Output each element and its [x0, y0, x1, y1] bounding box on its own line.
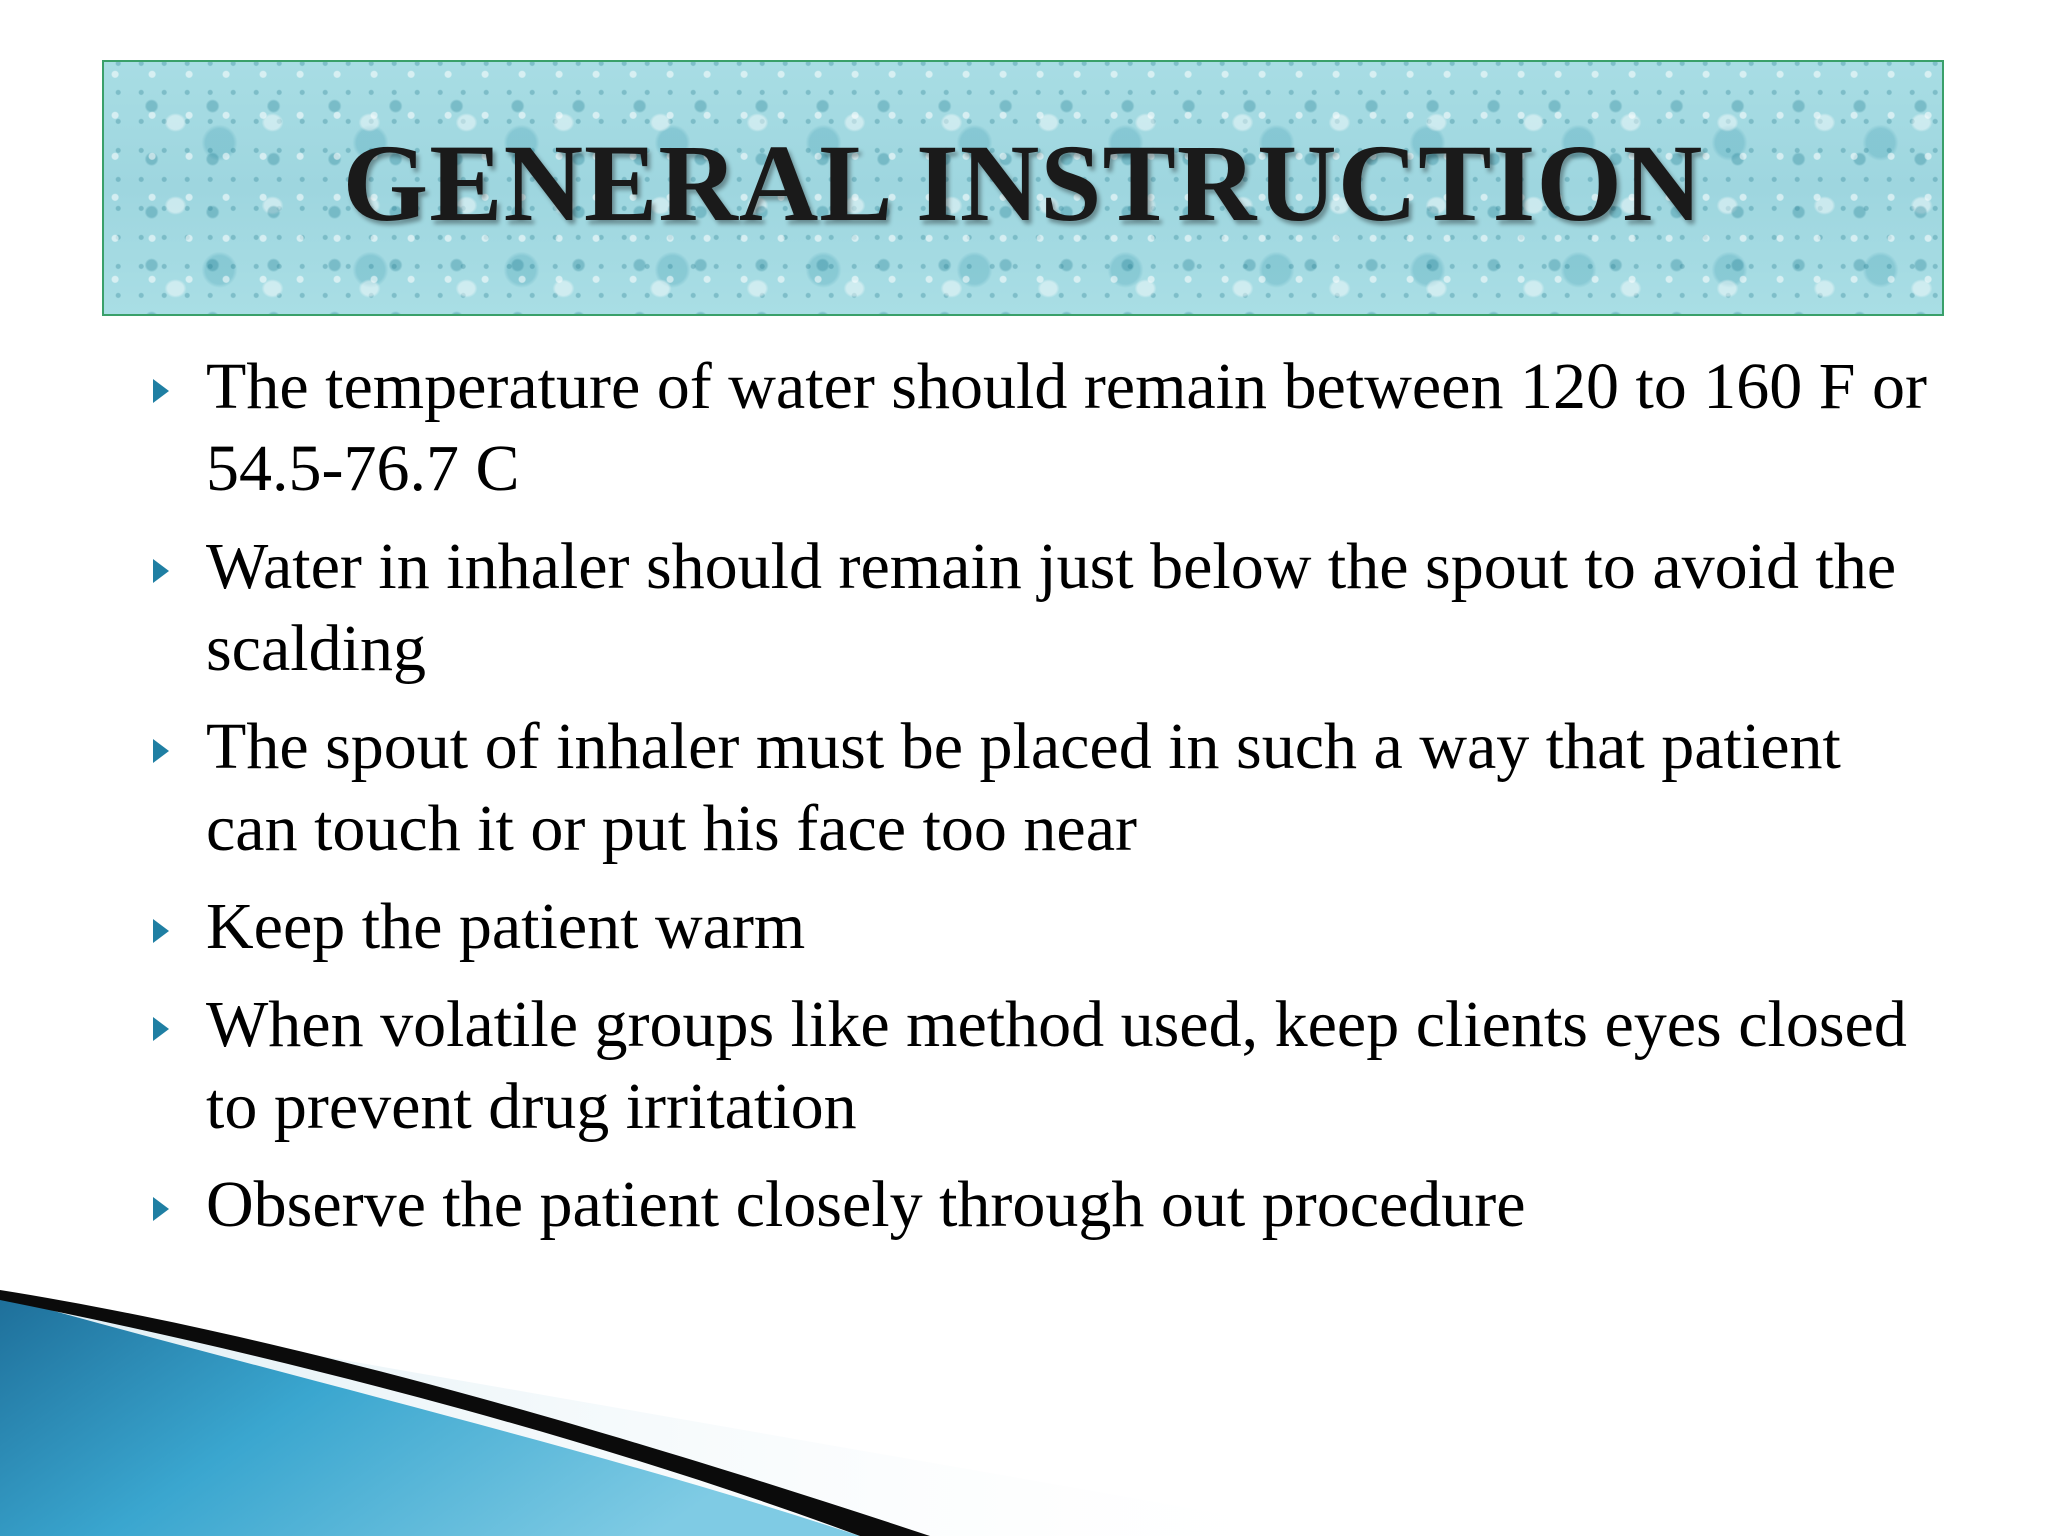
triangle-right-icon: [153, 1017, 169, 1041]
slide-title: GENERAL INSTRUCTION: [342, 121, 1704, 244]
bullet-item: [144, 526, 1944, 690]
bullet-text: Water in inhaler should remain just below the spout to avoid the scalding: [206, 530, 1897, 685]
triangle-right-icon: [153, 1197, 169, 1221]
bullet-text: Keep the patient warm: [206, 890, 806, 963]
triangle-right-icon: [153, 559, 169, 583]
triangle-right-icon: [153, 379, 169, 403]
swoosh-light: [0, 1300, 1350, 1536]
bullet-item: [144, 706, 1944, 870]
bullet-text: When volatile groups like method used, keep clients eyes closed to prevent drug irritation: [206, 988, 1907, 1143]
bullet-item: [144, 886, 1944, 968]
bullet-text: Observe the patient closely through out procedure: [206, 1168, 1526, 1241]
bullet-item: [144, 984, 1944, 1148]
triangle-right-icon: [153, 919, 169, 943]
swoosh-dark: [0, 1290, 930, 1536]
swoosh-blue: [0, 1296, 860, 1536]
triangle-right-icon: [153, 739, 169, 763]
title-banner: [102, 60, 1944, 316]
bullet-text: The spout of inhaler must be placed in such a way that patient can touch it or put his face too near: [206, 710, 1841, 865]
bullet-item: [144, 346, 1944, 510]
bullet-text: The temperature of water should remain between 120 to 160 F or 54.5-76.7 C: [206, 350, 1927, 505]
bullet-list: [144, 346, 1944, 1262]
bullet-item: [144, 1164, 1944, 1246]
